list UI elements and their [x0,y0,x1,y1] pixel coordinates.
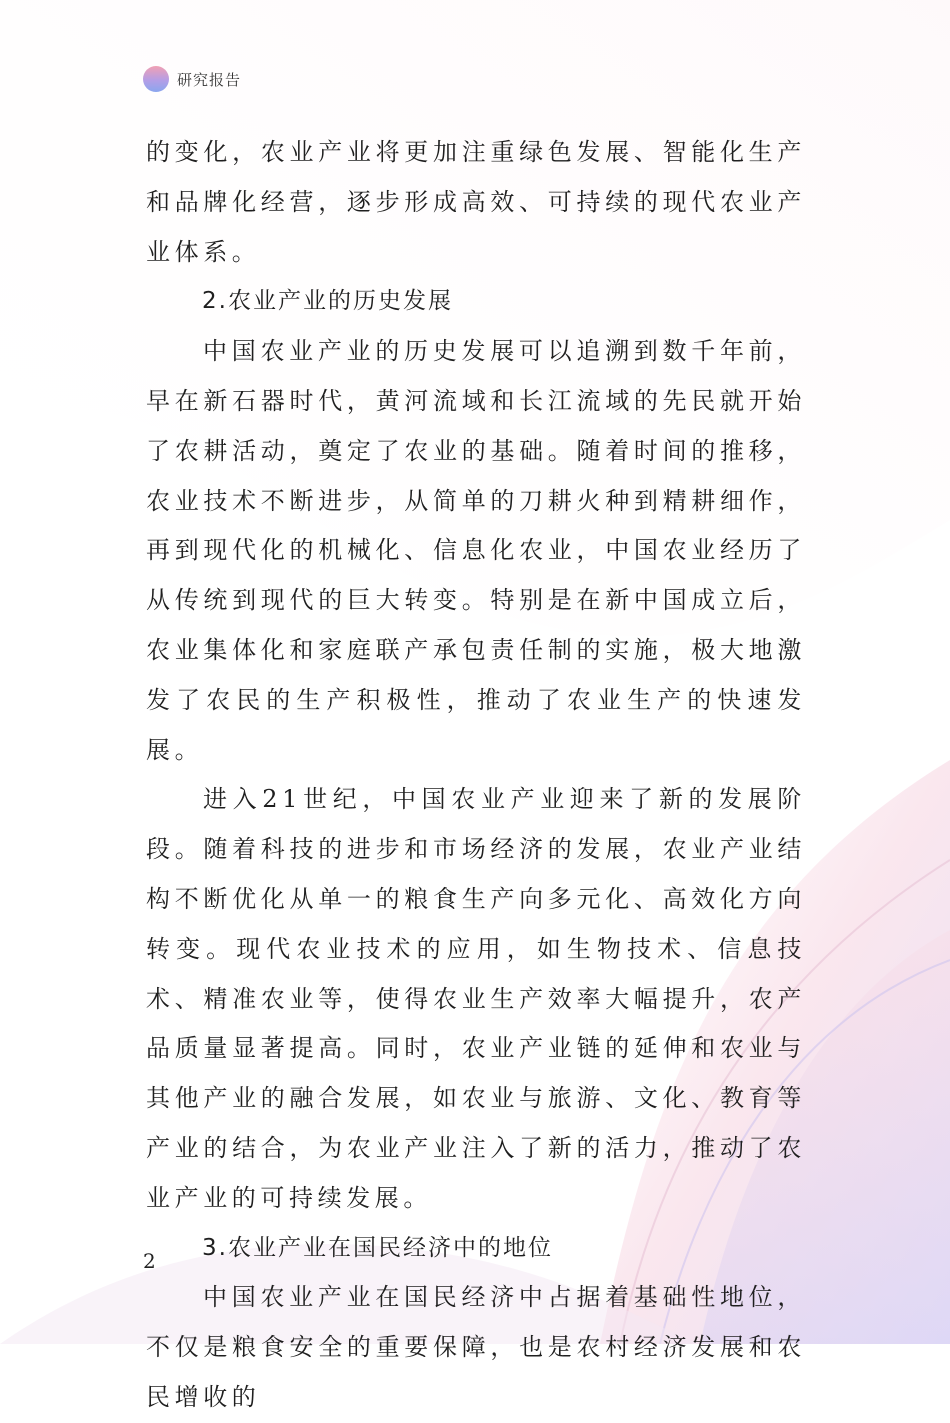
page-number: 2 [143,1249,156,1273]
report-header [143,66,241,92]
header-title: 研究报告 [177,70,242,89]
paragraph-economic-status: 中国农业产业在国民经济中占据着基础性地位，不仅是粮食安全的重要保障，也是农村经济发展和农民增收的 [146,1283,806,1411]
paragraph-continued: 的变化，农业产业将更加注重绿色发展、智能化生产和品牌化经营，逐步形成高效、可持续的现代农业产业体系。 [146,138,806,266]
section-heading-3: 3.农业产业在国民经济中的地位 [202,1234,553,1261]
paragraph-21st-century: 进入21世纪，中国农业产业迎来了新的发展阶段。随着科技的进步和市场经济的发展，农业产业结构不断优化从单一的粮食生产向多元化、高效化方向转变。现代农业技术的应用，如生物技术、信息技术、精准农业等，使得农业生产效率大幅提升，农产品质量显著提高。同时，农业产业链的延伸和农业与其他产业的融合发展，如农业与旅游、文化、教育等产业的结合，为农业产业注入了新的活力，推动了农业产业的可持续发展。 [146,785,806,1212]
gradient-circle-logo-icon [143,66,169,92]
section-heading-2: 2.农业产业的历史发展 [202,288,453,315]
paragraph-history: 中国农业产业的历史发展可以追溯到数千年前，早在新石器时代，黄河流域和长江流域的先民就开始了农耕活动，奠定了农业的基础。随着时间的推移，农业技术不断进步，从简单的刀耕火种到精耕细作，再到现代化的机械化、信息化农业，中国农业经历了从传统到现代的巨大转变。特别是在新中国成立后，农业集体化和家庭联产承包责任制的实施，极大地激发了农民的生产积极性，推动了农业生产的快速发展。 [146,337,806,764]
document-body [146,128,806,1423]
